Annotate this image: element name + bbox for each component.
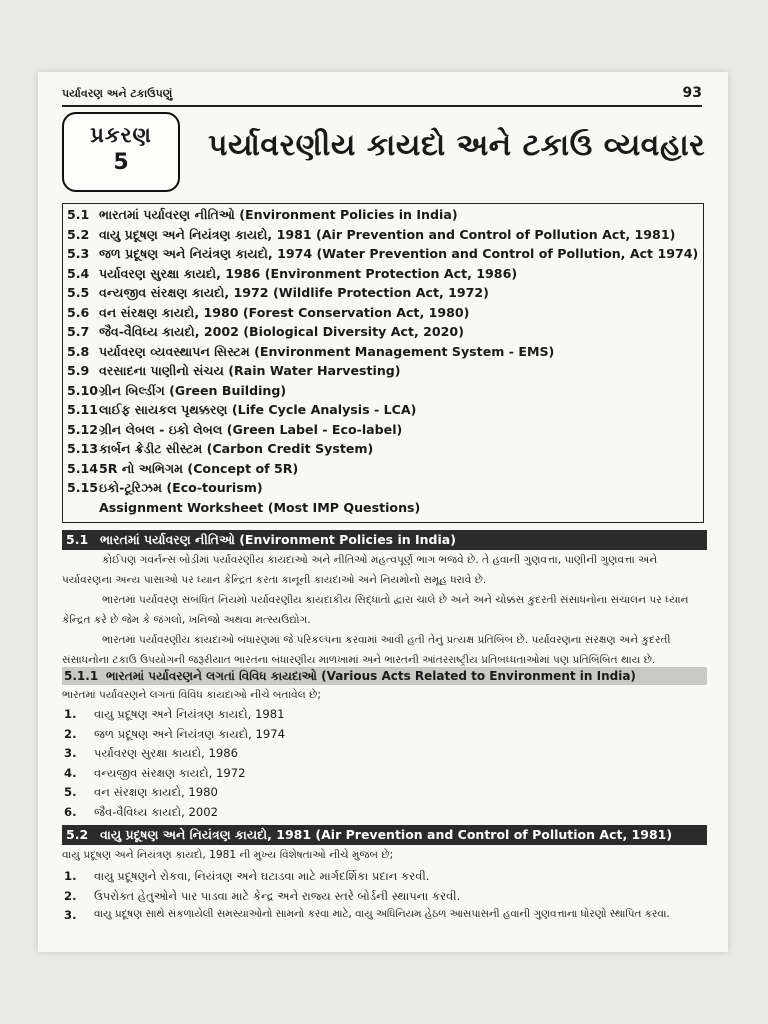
list-text: જૈવ-વૈવિધ્ય કાયદો, 2002 xyxy=(94,804,218,819)
page-number: 93 xyxy=(682,85,702,101)
list-item xyxy=(62,869,707,889)
subsection-heading-5-1-1 xyxy=(62,667,707,685)
subsection-title: ભારતમાં પર્યાવરણને લગતાં વિવિધ કાયદાઓ (Various Acts Related to Environment in India) xyxy=(106,669,636,683)
toc-number: 5.14 xyxy=(67,460,99,476)
list-text: જળ પ્રદૂષણ અને નિયંત્રણ કાયદો, 1974 xyxy=(94,726,285,741)
toc-number: 5.3 xyxy=(67,246,90,261)
toc-number: 5.13 xyxy=(67,441,99,456)
list-number: 6. xyxy=(64,804,77,819)
list-text: વાયુ પ્રદૂષણ સાથે સંકળાયેલી સમસ્યાઓનો સામનો કરવા માટે, વાયુ અધિનિયમ હેઠળ આસપાસની હવાની ગુણવત્તાના ધોરણો સ્થાપિત કરવા. xyxy=(94,908,670,920)
toc-number: 5.10 xyxy=(67,382,99,398)
list-text: વાયુ પ્રદૂષણ અને નિયંત્રણ કાયદો, 1981 xyxy=(94,707,285,721)
paragraph: ભારતમાં પર્યાવરણીય કાયદાઓ બંધારણમાં જે પરિકલ્પના કરવામાં આવી હતી તેનું પ્રત્યક્ષ પ્રતિબિંબ છે. પર્યાવરણના સંરક્ષણ અને કુદરતી સંસાધનોના ટકાઉ ઉપયોગની જરૂરીયાત ભારતના બંધારણીય માળખામાં અને ભારતની આંતરરાષ્ટ્રીય પ્રતિબધ્ધતાઓમાં પણ પ્રતિબિંબિત થાય છે. xyxy=(62,634,671,666)
list-number: 1. xyxy=(64,707,77,721)
toc-text: ગ્રીન લેબલ - ઇકો લેબલ (Green Label - Eco-label) xyxy=(99,421,403,437)
toc-number: 5.4 xyxy=(67,265,90,281)
section-heading-5-1 xyxy=(62,530,707,550)
running-title: પર્યાવરણ અને ટકાઉપણું xyxy=(62,87,173,100)
subsection-number: 5.1.1 xyxy=(64,669,99,683)
toc-text: જળ પ્રદૂષણ અને નિયંત્રણ કાયદો, 1974 (Water Prevention and Control of Pollution, Act 1974) xyxy=(99,246,699,261)
section-number: 5.1 xyxy=(66,532,89,547)
list-text: વન્યજીવ સંરક્ષણ કાયદો, 1972 xyxy=(94,765,246,780)
list-number: 1. xyxy=(64,869,77,883)
list-number: 3. xyxy=(64,746,77,760)
list-number: 2. xyxy=(64,888,77,903)
list-text: વન સંરક્ષણ કાયદો, 1980 xyxy=(94,785,218,799)
toc-number: 5.8 xyxy=(67,343,90,359)
list-item xyxy=(62,889,707,909)
list-number: 2. xyxy=(64,726,77,741)
toc-text: પર્યાવરણ વ્યવસ્થાપન સિસ્ટમ (Environment Management System - EMS) xyxy=(99,343,555,359)
toc-number: 5.9 xyxy=(67,363,90,378)
list-intro: ભારતમાં પર્યાવરણને લગતાં વિવિધ કાયદાઓ નીચે બતાવેલ છે; xyxy=(62,689,321,701)
list-number: 3. xyxy=(64,908,77,922)
list-item xyxy=(62,707,707,727)
toc-number: 5.15 xyxy=(67,480,99,495)
list-item xyxy=(62,805,707,825)
toc-text: પર્યાવરણ સુરક્ષા કાયદો, 1986 (Environment Protection Act, 1986) xyxy=(99,265,518,281)
list-item xyxy=(62,785,707,805)
toc-number: 5.6 xyxy=(67,304,90,320)
toc-text: ગ્રીન બિલ્ડીંગ (Green Building) xyxy=(99,382,287,398)
running-header xyxy=(62,85,702,107)
toc-text: Assignment Worksheet (Most IMP Questions) xyxy=(99,499,421,515)
section-title: વાયુ પ્રદૂષણ અને નિયંત્રણ કાયદો, 1981 (Air Prevention and Control of Pollution Act, 1981) xyxy=(100,827,673,842)
section-number: 5.2 xyxy=(66,827,89,842)
toc-text: કાર્બન ક્રેડીટ સીસ્ટમ (Carbon Credit System) xyxy=(99,441,374,456)
list-item xyxy=(62,727,707,747)
features-intro: વાયુ પ્રદૂષણ અને નિયંત્રણ કાયદો, 1981 ની મુખ્ય વિશેષતાઓ નીચે મુજબ છે; xyxy=(62,849,394,861)
features-list xyxy=(62,869,707,928)
list-item xyxy=(62,746,707,766)
list-text: પર્યાવરણ સુરક્ષા કાયદો, 1986 xyxy=(94,746,238,760)
section-heading-5-2 xyxy=(62,825,707,845)
section-5-1-body xyxy=(62,550,707,670)
list-text: વાયુ પ્રદૂષણને રોકવા, નિયંત્રણ અને ઘટાડવા માટે માર્ગદર્શિકા પ્રદાન કરવી. xyxy=(94,869,430,883)
toc-number: 5.5 xyxy=(67,285,90,300)
toc-text: 5R નો અભિગમ (Concept of 5R) xyxy=(99,460,299,476)
chapter-badge xyxy=(62,112,180,192)
toc-text: વરસાદના પાણીનો સંચય (Rain Water Harvesting) xyxy=(99,363,401,378)
section-title: ભારતમાં પર્યાવરણ નીતિઓ (Environment Policies in India) xyxy=(100,532,456,547)
toc-number: 5.12 xyxy=(67,421,99,437)
toc-text: ભારતમાં પર્યાવરણ નીતિઓ (Environment Policies in India) xyxy=(99,207,458,222)
chapter-number: 5 xyxy=(113,150,129,175)
list-number: 5. xyxy=(64,785,77,799)
toc-text: વાયુ પ્રદૂષણ અને નિયંત્રણ કાયદો, 1981 (Air Prevention and Control of Pollution Act, 1981) xyxy=(99,226,676,242)
toc-text: ઇકો-ટૂરિઝમ (Eco-tourism) xyxy=(99,480,263,495)
list-item xyxy=(62,766,707,786)
paragraph: કોઈપણ ગવર્નન્સ બોડીમાં પર્યાવરણીય કાયદાઓ અને નીતિઓ મહત્વપૂર્ણ ભાગ ભજવે છે. તે હવાની ગુણવત્તા, પાણીની ગુણવત્તા અને પર્યાવરણના અન્ય પાસાઓ પર ધ્યાન કેન્દ્રિત કરતા કાનૂની કાયદાઓ અને નિયમોનો સમૂહ ધરાવે છે. xyxy=(62,554,658,586)
toc-number: 5.11 xyxy=(67,402,99,417)
paragraph: ભારતમાં પર્યાવરણ સંબંધિત નિયમો પર્યાવરણીય કાયદાકીય સિદ્ધાંતો દ્વારા ચાલે છે અને અને ચોક્કસ કુદરતી સંસાધનોના સંચાલન પર ધ્યાન કેન્દ્રિત કરે છે જેમ કે જંગલો, ખનિજો અથવા મત્સ્યઉદ્યોગ. xyxy=(62,594,689,626)
chapter-label: પ્રકરણ xyxy=(90,123,152,147)
list-item xyxy=(62,908,707,928)
toc-text: વન સંરક્ષણ કાયદો, 1980 (Forest Conservation Act, 1980) xyxy=(99,304,470,320)
list-number: 4. xyxy=(64,765,77,780)
toc-number: 5.1 xyxy=(67,207,90,222)
toc-text: જૈવ-વૈવિધ્ય કાયદો, 2002 (Biological Diversity Act, 2020) xyxy=(99,324,464,339)
chapter-title: પર્યાવરણીય કાયદો અને ટકાઉ વ્યવહાર xyxy=(208,128,706,163)
table-of-contents xyxy=(62,203,704,523)
toc-text: લાઈફ સાયકલ પૃથક્કરણ (Life Cycle Analysis - LCA) xyxy=(99,402,417,417)
toc-text: વન્યજીવ સંરક્ષણ કાયદો, 1972 (Wildlife Protection Act, 1972) xyxy=(99,285,489,300)
toc-number: 5.7 xyxy=(67,324,90,339)
toc-number: 5.2 xyxy=(67,226,90,242)
list-text: ઉપરોક્ત હેતુઓને પાર પાડવા માટે કેન્દ્ર અને રાજ્ય સ્તરે બોર્ડની સ્થાપના કરવી. xyxy=(94,888,461,903)
acts-list xyxy=(62,707,707,824)
